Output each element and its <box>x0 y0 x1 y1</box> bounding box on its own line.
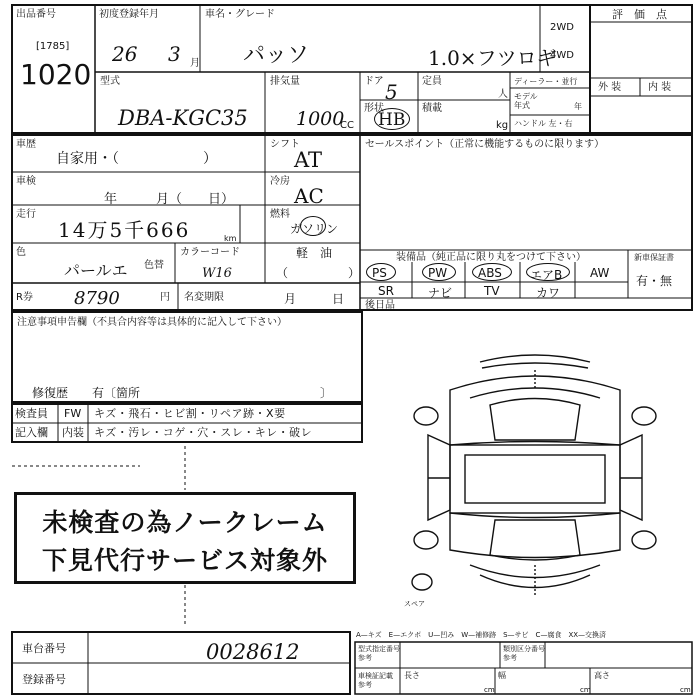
lot-label: 出品番号 <box>16 9 56 20</box>
no-claim-banner <box>14 492 356 584</box>
chassis-label: 車台番号 <box>22 642 66 655</box>
chassis-number: 0028612 <box>206 640 300 664</box>
sales-point-label: セールスポイント（正常に機能するものに限ります） <box>365 139 605 150</box>
equip-airbag: エアB <box>530 268 563 282</box>
height-cm: cm <box>680 686 691 694</box>
cc-unit: CC <box>340 120 354 131</box>
door-label: ドア <box>364 76 384 87</box>
door-value: 5 <box>385 80 398 104</box>
fuel-label: 燃料 <box>270 209 290 220</box>
equip-airbag-circle <box>526 263 570 281</box>
drive-2wd: 2WD <box>550 22 574 33</box>
fuel-diesel: 軽 油 <box>296 246 333 260</box>
length-label: 長さ <box>404 671 420 680</box>
shift-label: シフト <box>270 139 300 150</box>
color-code-label: カラーコード <box>180 247 240 258</box>
equip-ps-circle <box>366 263 396 281</box>
year-unit: 年 <box>574 102 582 111</box>
ac-label: 冷房 <box>270 176 290 187</box>
equip-leather: カワ <box>536 286 561 300</box>
interior-label: 内 装 <box>648 82 672 93</box>
shape-label: 形状 <box>364 103 384 114</box>
name-change-value: 月 日 <box>284 292 345 306</box>
fw-items: キズ・飛石・ヒビ割・リペア跡・X要 <box>94 407 286 420</box>
banner-line-1: 未検査の為ノークレーム <box>42 508 328 537</box>
fuel-paren: （ ） <box>276 266 361 280</box>
month-unit: 月 <box>190 58 200 69</box>
width-cm: cm <box>580 686 591 694</box>
shape-value: HB <box>378 110 406 130</box>
equip-ps: PS <box>372 266 387 280</box>
lot-code: [1785] <box>36 41 70 52</box>
equip-pw: PW <box>428 266 448 280</box>
displacement-label: 排気量 <box>270 76 300 87</box>
model-label: 型式 <box>100 76 120 87</box>
model-value: DBA-KGC35 <box>118 106 248 130</box>
warranty-label: 新車保証書 <box>634 253 674 262</box>
equip-abs-circle <box>472 263 512 281</box>
inspection-value: 年 月（ 日） <box>104 192 235 207</box>
reg-label: 登録番号 <box>22 673 66 686</box>
mileage-label: 走行 <box>16 209 36 220</box>
after-items-label: 後日品 <box>365 300 395 311</box>
mileage-value: 14万5千666 <box>58 218 191 242</box>
equip-sr: SR <box>378 284 394 298</box>
capacity-unit: 人 <box>498 89 508 100</box>
capacity-label: 定員 <box>422 76 442 87</box>
car-grade: 1.0×フツロギ <box>428 46 557 70</box>
eval-label: 評 価 点 <box>612 8 667 21</box>
entry-label: 記入欄 <box>15 426 48 439</box>
equipment-label: 装備品（純正品に限り丸をつけて下さい） <box>396 252 586 263</box>
banner-line-2: 下見代行サービス対象外 <box>41 546 328 575</box>
drive-4wd: 4WD <box>550 50 574 61</box>
spare-label: スペア <box>404 600 425 608</box>
lot-number: 1020 <box>20 58 92 91</box>
equip-tv: TV <box>484 284 500 298</box>
history-label: 車歴 <box>16 139 36 150</box>
car-name: パッソ <box>243 43 310 68</box>
damage-legend: A—キズ E—エクボ U—凹み W—補修跡 S—サビ C—腐食 XX—交換済 <box>356 631 607 639</box>
caution-label: 注意事項申告欄（不具合内容等は具体的に記入して下さい） <box>17 317 287 328</box>
recycle-label: R券 <box>16 292 33 303</box>
color-code-value: W16 <box>202 266 232 281</box>
equip-pw-circle <box>422 263 456 281</box>
model-year-label: モデル 年式 <box>514 92 538 110</box>
interior-row-label: 内装 <box>62 426 84 439</box>
equip-aw: AW <box>590 266 610 280</box>
history-value: 自家用・（ ） <box>56 151 217 167</box>
designation-label: 型式指定番号 参考 <box>358 645 400 662</box>
fuel-gasoline: ガソリン <box>290 222 339 236</box>
shift-value: AT <box>294 148 323 172</box>
exterior-label: 外 装 <box>598 82 622 93</box>
recycle-value: 8790 <box>74 288 120 309</box>
ac-value: AC <box>294 184 324 208</box>
equip-navi: ナビ <box>428 286 453 300</box>
height-label: 高さ <box>594 671 610 680</box>
width-label: 幅 <box>498 671 506 680</box>
interior-items: キズ・汚レ・コゲ・穴・スレ・キレ・破レ <box>94 426 313 439</box>
car-name-label: 車名・グレード <box>205 9 275 20</box>
fuel-gasoline-circle <box>300 216 326 236</box>
km-unit: km <box>224 234 237 243</box>
dimension-label: 車検証記載 参考 <box>358 672 393 689</box>
first-reg-month: 3 <box>168 42 181 66</box>
warranty-value: 有・無 <box>636 274 673 288</box>
first-reg-year: 26 <box>112 42 138 66</box>
repair-history: 修復歴 有〔箇所 〕 <box>32 386 333 400</box>
load-label: 積載 <box>422 103 442 114</box>
inspection-label: 車検 <box>16 176 36 187</box>
color-value: パールエ <box>64 261 128 280</box>
first-reg-label: 初度登録年月 <box>99 9 159 20</box>
inspector-label: 検査員 <box>15 407 48 420</box>
fw-label: FW <box>64 407 82 420</box>
equip-abs: ABS <box>478 266 502 280</box>
yen-unit: 円 <box>160 292 170 303</box>
name-change-label: 名変期限 <box>184 292 224 303</box>
dealer-label: ディーラー・並行 <box>514 77 578 86</box>
length-cm: cm <box>484 686 495 694</box>
car-damage-diagram <box>410 350 660 612</box>
displacement-value: 1000 <box>296 108 345 130</box>
handle-label: ハンドル 左・右 <box>514 119 573 128</box>
color-change-label: 色替 <box>144 260 164 271</box>
shape-circle <box>374 108 410 130</box>
category-label: 類別区分番号 参考 <box>503 645 545 662</box>
color-label: 色 <box>16 247 26 258</box>
kg-unit: kg <box>496 120 509 131</box>
